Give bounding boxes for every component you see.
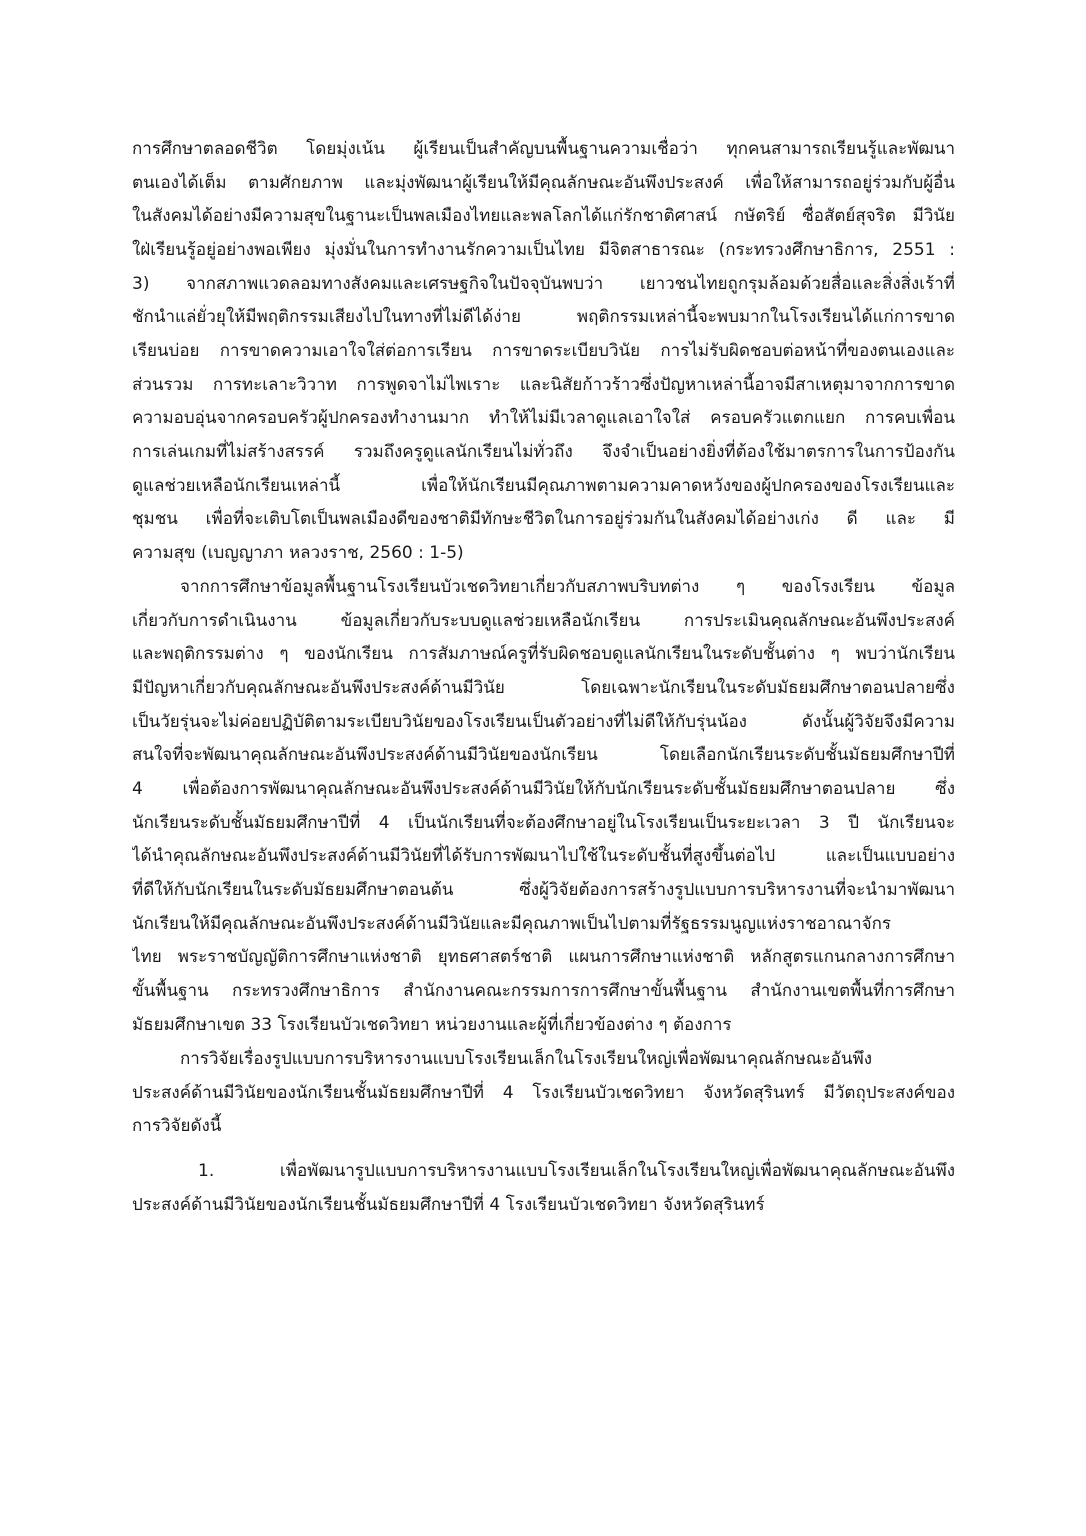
text-line: การเล่นเกมที่ไม่สร้างสรรค์ รวมถึงครูดูแลนักเรียนไม่ทั่วถึง จึงจำเป็นอย่างยิ่งที่ต้องใช้มาตรการในการป้องกัน [132, 442, 955, 462]
text-line: การศึกษาตลอดชีวิต โดยมุ่งเน้น ผู้เรียนเป็นสำคัญบนพื้นฐานความเชื่อว่า ทุกคนสามารถเรียนรู้และพัฒนา [132, 139, 955, 159]
text-line: ที่ดีให้กับนักเรียนในระดับมัธยมศึกษาตอนต้น ซึ่งผู้วิจัยต้องการสร้างรูปแบบการบริหารงานที่จะนำมาพัฒนา [132, 880, 955, 900]
text-line: ตนเองได้เต็ม ตามศักยภาพ และมุ่งพัฒนาผู้เรียนให้มีคุณลักษณะอันพึงประสงค์ เพื่อให้สามารถอยู่ร่วมกับผู้อื่น [132, 173, 955, 193]
text-line: มัธยมศึกษาเขต 33 โรงเรียนบัวเชดวิทยา หน่วยงานและผู้ที่เกี่ยวข้องต่าง ๆ ต้องการ [132, 1015, 732, 1035]
text-line: นักเรียนให้มีคุณลักษณะอันพึงประสงค์ด้านมีวินัยและมีคุณภาพเป็นไปตามที่รัฐธรรมนูญแห่งราชอาณาจักร [132, 914, 892, 934]
text-line: เรียนบ่อย การขาดความเอาใจใส่ต่อการเรียน การขาดระเบียบวินัย การไม่รับผิดชอบต่อหน้าที่ของตนเองและ [132, 341, 955, 361]
text-line: จากการศึกษาข้อมูลพื้นฐานโรงเรียนบัวเชดวิทยาเกี่ยวกับสภาพบริบทต่าง ๆ ของโรงเรียน ข้อมูล [180, 577, 955, 597]
text-line: สนใจที่จะพัฒนาคุณลักษณะอันพึงประสงค์ด้านมีวินัยของนักเรียน โดยเลือกนักเรียนระดับชั้นมัธยมศึกษาปีที่ [132, 745, 955, 765]
text-line: ไทย พระราชบัญญัติการศึกษาแห่งชาติ ยุทธศาสตร์ชาติ แผนการศึกษาแห่งชาติ หลักสูตรแกนกลางการศึกษา [132, 947, 955, 967]
text-line: การวิจัยดังนี้ [132, 1116, 222, 1136]
text-line: เป็นวัยรุ่นจะไม่ค่อยปฏิบัติตามระเบียบวินัยของโรงเรียนเป็นตัวอย่างที่ไม่ดีให้กับรุ่นน้อง ดังนั้นผู้วิจัยจึงมีความ [132, 712, 955, 732]
text-line: ชักนำแล่ยั่วยุให้มีพฤติกรรมเสียงไปในทางที่ไม่ดีได้ง่าย พฤติกรรมเหล่านี้จะพบมากในโรงเรียนได้แก่การขาด [132, 307, 955, 327]
text-line: มีปัญหาเกี่ยวกับคุณลักษณะอันพึงประสงค์ด้านมีวินัย โดยเฉพาะนักเรียนในระดับมัธยมศึกษาตอนปลายซึ่ง [132, 678, 955, 698]
text-line: 1. เพื่อพัฒนารูปแบบการบริหารงานแบบโรงเรียนเล็กในโรงเรียนใหญ่เพื่อพัฒนาคุณลักษณะอันพึง [198, 1161, 955, 1181]
text-line: ความอบอุ่นจากครอบครัวผู้ปกครองทำงานมาก ทำให้ไม่มีเวลาดูแลเอาใจใส่ ครอบครัวแตกแยก การคบเพื่อน [132, 408, 955, 428]
text-line: ชุมชน เพื่อที่จะเติบโตเป็นพลเมืองดีของชาติมีทักษะชีวิตในการอยู่ร่วมกันในสังคมได้อย่างเก่ง ดี และ มี [132, 509, 955, 529]
text-line: เกี่ยวกับการดำเนินงาน ข้อมูลเกี่ยวกับระบบดูแลช่วยเหลือนักเรียน การประเมินคุณลักษณะอันพึงประสงค์ [132, 611, 955, 631]
text-line: ประสงค์ด้านมีวินัยของนักเรียนชั้นมัธยมศึกษาปีที่ 4 โรงเรียนบัวเชดวิทยา จังหวัดสุรินทร์ มีวัตถุประสงค์ของ [132, 1083, 955, 1103]
text-line: ประสงค์ด้านมีวินัยของนักเรียนชั้นมัธยมศึกษาปีที่ 4 โรงเรียนบัวเชดวิทยา จังหวัดสุรินทร์ [132, 1195, 765, 1215]
text-line: 4 เพื่อต้องการพัฒนาคุณลักษณะอันพึงประสงค์ด้านมีวินัยให้กับนักเรียนระดับชั้นมัธยมศึกษาตอนปลาย ซึ่ง [132, 779, 955, 799]
text-line: ขั้นพื้นฐาน กระทรวงศึกษาธิการ สำนักงานคณะกรรมการการศึกษาขั้นพื้นฐาน สำนักงานเขตพื้นที่การศึกษา [132, 981, 955, 1001]
text-line: การวิจัยเรื่องรูปแบบการบริหารงานแบบโรงเรียนเล็กในโรงเรียนใหญ่เพื่อพัฒนาคุณลักษณะอันพึง [180, 1049, 872, 1069]
text-line: ความสุข (เบญญาภา หลวงราช, 2560 : 1-5) [132, 543, 464, 563]
text-line: 3) จากสภาพแวดลอมทางสังคมและเศรษฐกิจในปัจจุบันพบว่า เยาวชนไทยถูกรุมล้อมด้วยสื่อและสิ่งสิ่งเร้าที่ [132, 274, 955, 294]
text-line: และพฤติกรรมต่าง ๆ ของนักเรียน การสัมภาษณ์ครูที่รับผิดชอบดูแลนักเรียนในระดับชั้นต่าง ๆ พบว่านักเรียน [132, 644, 955, 664]
text-line: ใฝ่เรียนรู้อยู่อย่างพอเพียง มุ่งมั่นในการทำงานรักความเป็นไทย มีจิตสาธารณะ (กระทรวงศึกษาธิการ, 2551 : [132, 240, 955, 260]
text-line: ในสังคมได้อย่างมีความสุขในฐานะเป็นพลเมืองไทยและพลโลกได้แก่รักชาติศาสน์ กษัตริย์ ซื่อสัตย์สุจริต มีวินัย [132, 206, 955, 226]
text-line: ดูแลช่วยเหลือนักเรียนเหล่านี้ เพื่อให้นักเรียนมีคุณภาพตามความคาดหวังของผู้ปกครองของโรงเรียนและ [132, 476, 955, 496]
text-line: นักเรียนระดับชั้นมัธยมศึกษาปีที่ 4 เป็นนักเรียนที่จะต้องศึกษาอยู่ในโรงเรียนเป็นระยะเวลา 3 ปี นักเรียนจะ [132, 813, 955, 833]
text-line: ได้นำคุณลักษณะอันพึงประสงค์ด้านมีวินัยที่ได้รับการพัฒนาไปใช้ในระดับชั้นที่สูงขึ้นต่อไป และเป็นแบบอย่าง [132, 846, 955, 866]
text-line: ส่วนรวม การทะเลาะวิวาท การพูดจาไม่ไพเราะ และนิสัยก้าวร้าวซึ่งปัญหาเหล่านี้อาจมีสาเหตุมาจากการขาด [132, 375, 955, 395]
